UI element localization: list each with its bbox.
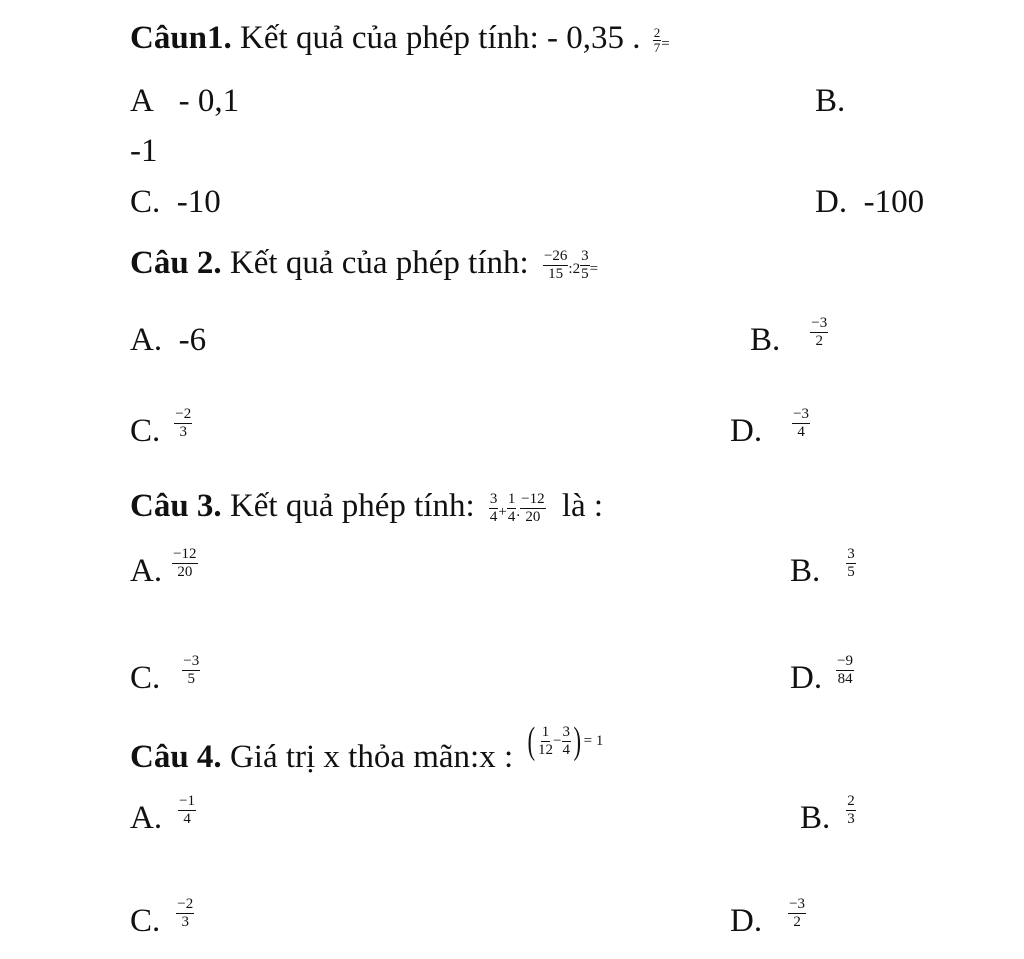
question-3-label: Câu 3. [130,488,222,524]
q2-option-b[interactable]: B. $\frac{-3}{2}$ [750,315,828,358]
equals-sign: = [661,36,670,52]
question-3-stem: Câu 3. Kết quả phép tính: $\frac{3}{4}$ + $\frac{1}{4}$ . $\frac{-12}{20}$ là : [130,488,604,525]
q3-option-c[interactable]: C. $\frac{-3}{5}$ [130,653,200,696]
q2-option-d[interactable]: D. $\frac{-3}{4}$ [730,406,810,449]
q1-option-b[interactable]: B. [815,83,846,119]
q2-option-c[interactable]: C. $\frac{-2}{3}$ [130,406,192,449]
q4-option-c[interactable]: C. $\frac{-2}{3}$ [130,896,194,939]
q4-option-d[interactable]: D. $\frac{-3}{2}$ [730,896,806,939]
q1-option-c[interactable]: C. -10 [130,184,221,220]
question-2-stem: Câu 2. Kết quả của phép tính: $\frac{-26}{15}$ :2 $\frac{3}{5}$ = [130,245,599,282]
question-4-label: Câu 4. [130,739,222,775]
question-1-text: Kết quả của phép tính: - 0,35 . [231,20,641,56]
q2-option-a[interactable]: A. -6 [130,322,207,358]
q4-option-b[interactable]: B. $\frac{2}{3}$ [800,793,855,836]
q4-option-a[interactable]: A. $\frac{-1}{4}$ [130,793,196,836]
q1-option-a[interactable]: A - 0,1 [130,83,240,119]
question-1-label: Câun1. [130,20,232,56]
question-3-expression: $\frac{3}{4}$ + $\frac{1}{4}$ . $\frac{-12}{20}$ [489,491,545,525]
q3-option-d[interactable]: D. $\frac{-9}{84}$ [790,653,854,696]
question-4-stem: Câu 4. Giá trị x thỏa mãn:x : ( $\frac{1}{12}$ − $\frac{3}{4}$ ) = 1 [130,720,604,775]
question-1-stem [130,20,670,57]
question-1-fraction: $\frac{2}{7}$ [653,24,661,55]
question-2-label: Câu 2. [130,245,222,281]
q3-option-a[interactable]: A. $\frac{-12}{20}$ [130,546,197,589]
question-2-expression: $\frac{-26}{15}$ :2 $\frac{3}{5}$ = [543,248,599,282]
q1-option-d[interactable]: D. -100 [815,184,925,220]
q3-option-b[interactable]: B. $\frac{3}{5}$ [790,546,855,589]
q1-option-b-value: -1 [130,133,158,169]
question-4-expression: ( $\frac{1}{12}$ − $\frac{3}{4}$ ) = 1 [527,720,604,762]
